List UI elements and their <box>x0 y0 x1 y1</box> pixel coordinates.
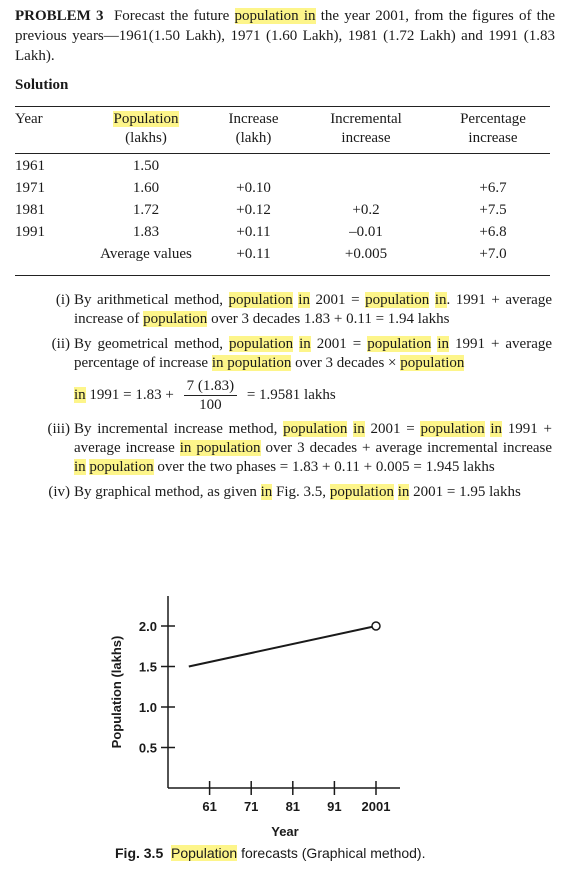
figure-label: Fig. 3.5 <box>115 845 164 861</box>
header-incremental-label: Incremental <box>330 111 402 127</box>
cell-population: 1.83 <box>132 224 160 240</box>
fraction-numerator: 7 (1.83) <box>184 377 238 396</box>
average-label: Average values <box>100 246 192 262</box>
method-graphical: (iv) By graphical method, as given in Fig. 3.5, population in 2001 = 1.95 lakhs <box>36 483 552 502</box>
cell-percentage: +6.8 <box>479 224 507 240</box>
header-incremental-label-2: increase <box>341 130 391 146</box>
forecast-line <box>189 626 376 667</box>
caption-highlight: Population <box>171 845 238 861</box>
header-population-unit: (lakhs) <box>125 130 167 146</box>
caption-text: forecasts (Graphical method). <box>237 845 426 861</box>
x-tick-label: 2001 <box>361 799 391 814</box>
header-increase-unit: (lakh) <box>235 130 272 146</box>
y-tick-label: 0.5 <box>138 740 157 756</box>
highlight: population in <box>234 8 316 24</box>
y-tick-label: 2.0 <box>138 619 157 634</box>
header-population-label: Population <box>113 111 179 127</box>
chart-layer <box>109 596 400 839</box>
x-tick-label: 81 <box>285 799 301 814</box>
cell-year: 1991 <box>15 224 45 240</box>
y-tick-label: 1.0 <box>138 700 157 715</box>
average-percentage: +7.0 <box>479 246 507 262</box>
header-percentage-label-2: increase <box>468 130 518 146</box>
cell-increase: +0.11 <box>236 224 271 240</box>
forecast-point <box>372 622 380 630</box>
cell-population: 1.60 <box>132 180 160 196</box>
cell-incremental: +0.2 <box>352 202 380 218</box>
x-tick-label: 71 <box>243 799 259 814</box>
average-incremental: +0.005 <box>344 246 388 262</box>
header-percentage-label: Percentage <box>460 111 526 127</box>
header-increase-label: Increase <box>228 111 279 127</box>
geometric-formula: in 1991 = 1.83 + $\frac{7 (1.83)}{100}$ = 1.9581 lakhs <box>74 378 336 413</box>
y-axis-label: Population (lakhs) <box>109 635 124 749</box>
cell-year: 1971 <box>15 180 45 196</box>
method-number: (ii) <box>51 336 70 352</box>
problem-text: Forecast the future <box>113 8 235 24</box>
method-arithmetical: (i) By arithmetical method, population in 2001 = population in. 1991 + average increase of population over 3 decades 1.83 + 0.11 = 1.94 lakhs <box>36 291 552 329</box>
problem-label: PROBLEM 3 <box>15 8 104 24</box>
method-incremental: (iii) By incremental increase method, population in 2001 = population in 1991 + average increase in population over 3 decades + average incremental increase in population over the two phases = 1.83 + 0.11 + 0.005 = 1.945 lakhs <box>36 420 552 477</box>
cell-year: 1981 <box>15 202 45 218</box>
cell-population: 1.50 <box>132 158 160 174</box>
x-tick-label: 91 <box>327 799 342 814</box>
average-increase: +0.11 <box>236 246 271 262</box>
method-geometrical: (ii) By geometrical method, population in 2001 = population in 1991 + average percentage of increase in population over 3 decades × population in 1991 = 1.83 + $\frac{7 (1.83)}{100}$ = 1.9581 lakhs <box>36 335 552 414</box>
x-tick-label: 61 <box>202 799 217 814</box>
solution-heading: Solution <box>15 77 69 93</box>
method-number: (iv) <box>48 484 70 500</box>
y-tick-label: 1.5 <box>138 659 157 675</box>
method-number: (i) <box>55 292 70 308</box>
cell-population: 1.72 <box>132 202 160 218</box>
fraction-denominator: 100 <box>199 397 222 413</box>
method-number: (iii) <box>47 421 70 437</box>
cell-year: 1961 <box>15 158 45 174</box>
figure-caption <box>115 845 425 861</box>
cell-incremental: –0.01 <box>349 224 383 240</box>
cell-percentage: +7.5 <box>479 202 507 218</box>
cell-increase: +0.12 <box>236 202 271 218</box>
cell-percentage: +6.7 <box>479 180 507 196</box>
x-axis-label: Year <box>271 824 299 839</box>
cell-increase: +0.10 <box>236 180 271 196</box>
header-year-label: Year <box>15 111 43 127</box>
problem-text-cont: the year 2001, from the figures of the previous years—1961(1.50 Lakh), 1971 (1.60 Lakh), 1981 (1.72 Lakh) and 1991 (1.83 Lakh). <box>15 8 555 64</box>
